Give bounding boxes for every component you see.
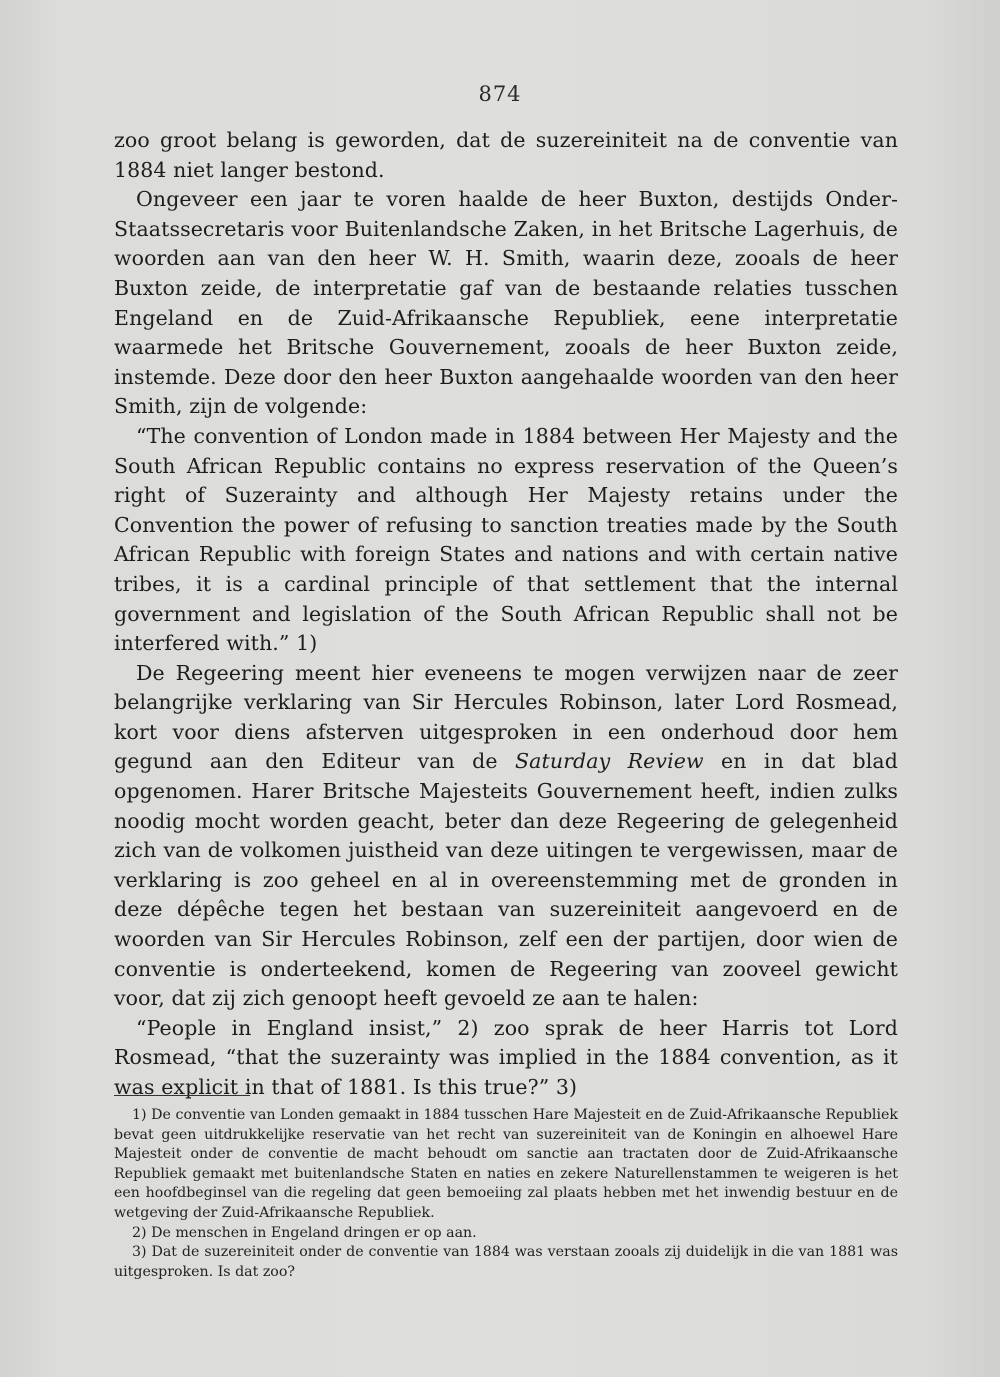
page-number: 874 [478,82,522,106]
footnote-divider [114,1095,250,1096]
footnote-2: 2) De menschen in Engeland dringen er op aan. [132,1224,477,1241]
paragraph-robinson-part1: De Regeering meent hier eveneens te mogen verwijzen naar de zeer belangrijke verklaring van Sir Hercules Robinson, later Lord Rosmead, kort voor diens afsterven uitgesproken in een onderhoud door hem gegund aan den Editeur van de [114,660,898,774]
quote-smith: “The convention of London made in 1884 between Her Majesty and the South African Republic contains no express reservation of the Queen’s right of Suzerainty and although Her Majesty retains under the Convention the power of refusing to sanction treaties made by the South African Republic with foreign States and nations and with certain native tribes, it is a cardinal principle of that settlement that the internal government and legislation of the South African Republic shall not be interfered with.” 1) [114,423,898,656]
saturday-review-title: Saturday Review [515,749,704,774]
paragraph-robinson [114,659,898,1014]
body-text [114,126,898,1103]
footnote-1: 1) De conventie van Londen gemaakt in 1884 tusschen Hare Majesteit en de Zuid-Afrikaansche Republiek bevat geen uitdrukkelijke reservatie van het recht van suzereiniteit van de Koningin en alhoewel Hare Majesteit onder de conventie de macht behoudt om sanctie aan tractaten door de Zuid-Afrikaansche Republiek gemaakt met buitenlandsche Staten en naties en zekere Naturellenstammen te weigeren is het een hoofdbeginsel van die regeling dat geen bemoeiing zal plaats hebben met het inwendig bestuur en de wetgeving der Zuid-Afrikaansche Republiek. [114,1107,898,1221]
footnote-3: 3) Dat de suzereiniteit onder de conventie van 1884 was verstaan zooals zij duidelijk in die van 1881 was uitgesproken. Is dat zoo? [114,1244,898,1280]
paragraph-continuation: zoo groot belang is geworden, dat de suzereiniteit na de conventie van 1884 niet langer bestond. [114,128,898,182]
quote-harris: “People in England insist,” 2) zoo sprak de heer Harris tot Lord Rosmead, “that the suzerainty was implied in the 1884 convention, as it was explicit in that of 1881. Is this true?” 3) [114,1015,898,1099]
paragraph-robinson-part2: en in dat blad opgenomen. Harer Britsche Majesteits Gouvernement heeft, indien zulks noodig mocht worden geacht, beter dan deze Regeering de gelegenheid zich van de volkomen juistheid van deze uitingen te vergewissen, maar de verklaring is zoo geheel en al in overeenstemming met de gronden in deze dépêche tegen het bestaan van suzereiniteit aangevoerd en de woorden van Sir Hercules Robinson, zelf een der partijen, door wien de conventie is onderteekend, komen de Regeering van zooveel gewicht voor, dat zij zich genoopt heeft gevoeld ze aan te halen: [114,749,898,1011]
paragraph-buxton: Ongeveer een jaar te voren haalde de heer Buxton, destijds Onder-Staatssecretaris voor Buitenlandsche Zaken, in het Britsche Lagerhuis, de woorden aan van den heer W. H. Smith, waarin deze, zooals de heer Buxton zeide, de interpretatie gaf van de bestaande relaties tusschen Engeland en de Zuid-Afrikaansche Republiek, eene interpretatie waarmede het Britsche Gouvernement, zooals de heer Buxton zeide, instemde. Deze door den heer Buxton aangehaalde woorden van den heer Smith, zijn de volgende: [114,187,898,419]
footnotes [114,1106,898,1282]
